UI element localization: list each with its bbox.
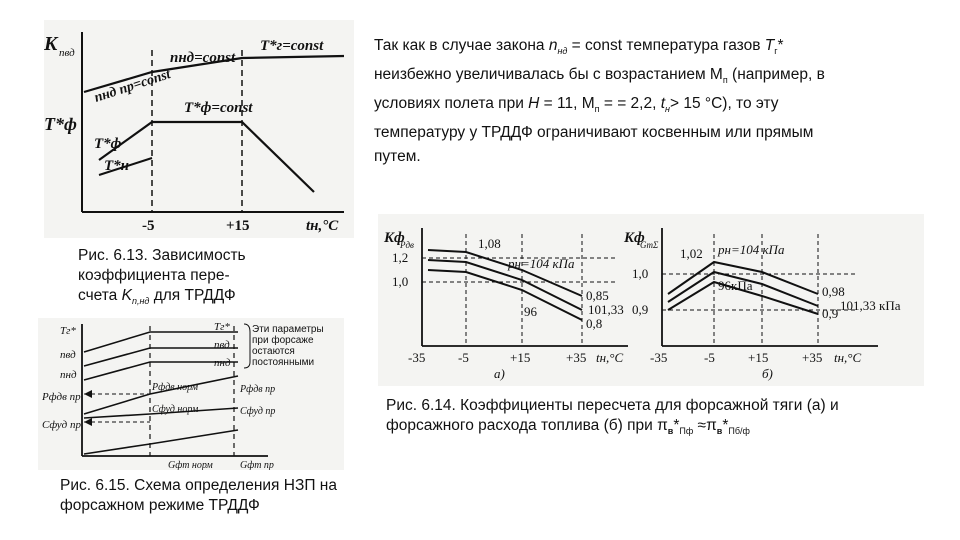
x-tick: +35 [802, 350, 823, 365]
y-label-sub: GmΣ [640, 240, 659, 250]
y-label-k-sub: nвд [59, 47, 75, 59]
x-tick: +15 [226, 218, 250, 234]
note-line: остаются [252, 346, 295, 357]
left-label: Tг* [60, 325, 76, 337]
caption-sub: Пб/ф [728, 426, 750, 437]
text: = = 2,2, [599, 95, 661, 113]
caption-text: для ТРДДФ [149, 287, 236, 304]
pressure-label: pн=104 кПа [718, 242, 785, 257]
y-label-k: K [44, 33, 58, 55]
right-label: nвд [214, 339, 230, 351]
figure-6-15-plot [38, 318, 344, 470]
caption-line [386, 416, 934, 441]
paragraph-line [374, 34, 934, 63]
note-line: постоянными [252, 357, 315, 368]
caption-line: коэффициента пере- [78, 267, 230, 284]
pressure-label: 96кПа [718, 278, 753, 293]
pressure-label: 101,33 кПа [840, 298, 901, 313]
figure-6-14-caption [386, 396, 934, 441]
data-label: 0,9 [822, 306, 839, 321]
text: * [777, 37, 784, 54]
y-label: Kф [624, 230, 645, 246]
inner-label: Cфуд норм [152, 404, 199, 415]
caption-line: форсажном режиме ТРДДФ [60, 497, 260, 514]
note-line: Эти параметры [252, 324, 324, 335]
x-axis-label: tн,°C [834, 350, 862, 365]
caption-line: Рис. 6.14. Коэффициенты пересчета для форсажной тяги (а) и [386, 397, 839, 414]
x-axis-label: tн,°C [596, 350, 624, 365]
arrow-icon [84, 390, 92, 398]
panel-label: а) [494, 366, 505, 381]
data-label: 0,98 [822, 284, 845, 299]
figure-6-15 [38, 318, 344, 470]
brace [244, 324, 250, 368]
figure-6-13-caption [78, 246, 298, 311]
y-tick: 0,9 [632, 302, 649, 317]
curve-label: T*н [104, 158, 129, 174]
x-tick: -5 [458, 350, 469, 365]
x-tick: +15 [510, 350, 531, 365]
y-tick: 1,2 [392, 250, 409, 265]
text: > 15 °C), то эту [669, 95, 779, 113]
y-label-sub: Pдв [400, 240, 414, 250]
y-label: Kф [384, 230, 405, 246]
curve-a [428, 270, 582, 320]
y-tick: 1,0 [632, 266, 649, 281]
inner-label: Pфдв норм [152, 382, 198, 393]
sub: п [594, 104, 600, 115]
text: = 11, M [539, 95, 595, 113]
pressure-label: 101,33 [588, 302, 624, 317]
data-label: 0,85 [586, 288, 609, 303]
paragraph-line [374, 92, 934, 121]
caption-sub: Пф [679, 426, 694, 437]
text: Так как в случае закона [374, 37, 549, 54]
curve-label: T*ф [94, 136, 122, 152]
sub: нд [557, 46, 568, 57]
data-label: 1,08 [478, 236, 501, 251]
text: неизбежно увеличивалась бы с возрастанием M [374, 66, 723, 84]
right-label: Tг* [214, 321, 230, 333]
caption-text: ≈π [693, 417, 717, 434]
pressure-label: pн=104 кПа [508, 256, 575, 271]
symbol: t [660, 95, 666, 113]
left-label: Pфдв пр [42, 391, 81, 403]
text: (например, в [727, 66, 825, 84]
curve-label: T*г=const [260, 38, 324, 54]
figure-6-15-caption [60, 476, 380, 516]
paragraph-line: температуру у ТРДДФ ограничивают косвенным или прямым [374, 124, 814, 142]
right-label: nнд [214, 357, 231, 369]
caption-text: счета [78, 287, 122, 304]
y-label-tf: T*ф [44, 114, 77, 134]
caption-sub: n,нд [131, 296, 150, 307]
x-tick: -5 [704, 350, 715, 365]
sub: п [722, 75, 728, 86]
x-tick: -35 [408, 350, 426, 365]
x-tick: +15 [748, 350, 769, 365]
figure-6-13-plot [44, 20, 354, 238]
x-label: Gфт пр [240, 460, 274, 470]
figure-6-14-plot [378, 214, 924, 386]
x-tick: -35 [650, 350, 668, 365]
note-line: при форсаже [252, 335, 314, 346]
inner-label: Pфдв пр [240, 384, 276, 395]
curve-label: nнд пр=const [92, 67, 173, 106]
x-tick: -5 [142, 218, 155, 234]
data-label: 0,8 [586, 316, 603, 331]
figure-6-14 [378, 214, 924, 386]
paragraph-line: путем. [374, 148, 421, 166]
arrow-icon [84, 418, 92, 426]
x-tick: +35 [566, 350, 587, 365]
sub: н [665, 104, 670, 115]
caption-text: * [722, 417, 729, 434]
text: = const температура газов [567, 37, 765, 54]
sub: г [774, 46, 778, 57]
left-label: nнд [60, 369, 77, 381]
caption-text: форсажного расхода топлива (б) при π [386, 417, 668, 434]
data-label: 1,02 [680, 246, 703, 261]
left-label: nвд [60, 349, 76, 361]
body-paragraph [374, 34, 934, 169]
symbol: n [548, 37, 558, 54]
text: условиях полета при [374, 95, 529, 113]
caption-line [78, 286, 298, 311]
curve-label: T*ф=const [184, 100, 253, 116]
caption-line: Рис. 6.15. Схема определения НЗП на [60, 477, 337, 494]
paragraph-line [374, 63, 934, 92]
y-tick: 1,0 [392, 274, 409, 289]
symbol: H [528, 95, 540, 113]
x-axis-label: tн,°C [306, 218, 339, 234]
figure-6-13 [44, 20, 354, 238]
inner-label: Cфуд пр [240, 406, 276, 417]
curve-tf [99, 122, 314, 192]
x-label: Gфт норм [168, 460, 213, 470]
panel-label: б) [762, 366, 773, 381]
curve-label: nнд=const [170, 50, 236, 66]
caption-symbol: K [121, 287, 132, 304]
caption-sub: в [667, 426, 674, 437]
caption-line: Рис. 6.13. Зависимость [78, 247, 246, 264]
symbol: T [764, 37, 775, 54]
pressure-label: 96 [524, 304, 537, 319]
curve [84, 430, 238, 454]
left-label: Cфуд пр [42, 419, 81, 431]
caption-text: * [673, 417, 680, 434]
caption-sub: в [716, 426, 723, 437]
